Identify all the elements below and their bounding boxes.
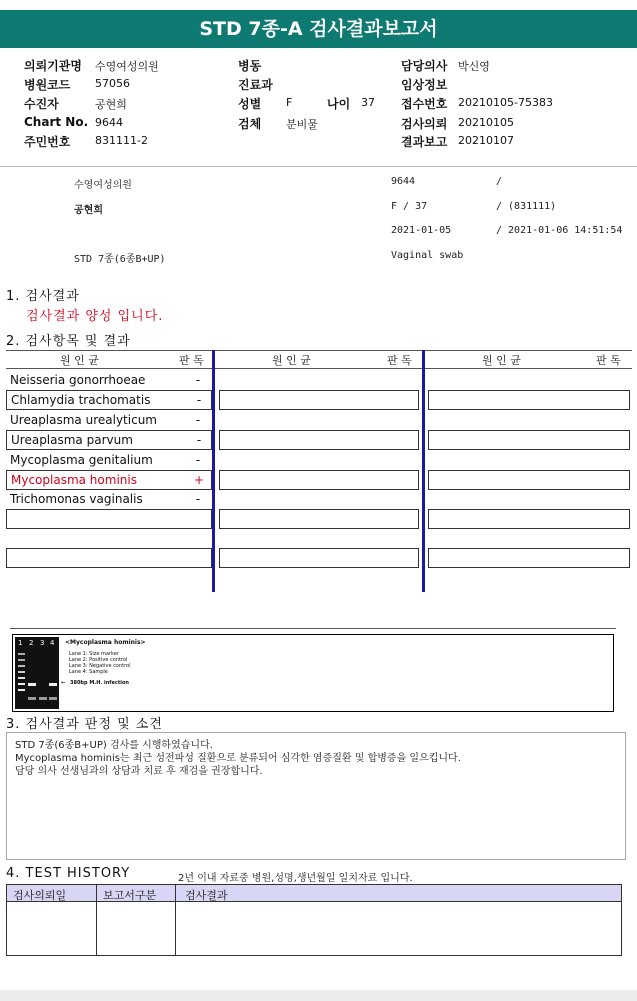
- report-title: STD 7종-A 검사결과보고서: [0, 10, 637, 48]
- result-row: [6, 411, 212, 429]
- organism-col-header-2: 원 인 균: [272, 354, 311, 367]
- organism-result: -: [195, 492, 201, 506]
- arrow-icon: ←: [61, 679, 67, 686]
- resident-value: 831111-2: [95, 134, 148, 147]
- receipt-label: 접수번호: [401, 97, 448, 111]
- report-value: 20210107: [458, 134, 514, 147]
- summary-institution: 수영여성의원: [74, 180, 132, 191]
- empty-row: [219, 509, 419, 529]
- result-col-header-3: 판 독: [596, 354, 621, 367]
- column-divider-2: [422, 350, 425, 592]
- sex-value: F: [286, 96, 293, 109]
- result-row: [6, 371, 212, 389]
- history-col-request-date: 검사의뢰일: [13, 889, 67, 902]
- empty-row: [428, 548, 630, 568]
- specimen-value: 분비물: [286, 118, 318, 131]
- summary-date1: 2021-01-05: [391, 225, 452, 236]
- section1-title: 1. 검사결과: [6, 289, 80, 304]
- remarks-text: [15, 739, 461, 778]
- gel-electrophoresis-image: [12, 634, 614, 712]
- remark-line: STD 7종(6종B+UP) 검사를 시행하였습니다.: [15, 740, 213, 751]
- summary-chart: 9644: [391, 176, 416, 187]
- request-label: 검사의뢰: [401, 117, 448, 131]
- summary-resident: / (831111): [496, 201, 557, 212]
- result-message: 검사결과 양성 입니다.: [26, 309, 164, 324]
- organism-name: Neisseria gonorrhoeae: [10, 373, 146, 387]
- ward-label: 병동: [238, 59, 262, 73]
- hospital-code-label: 병원코드: [24, 78, 71, 92]
- organism-name: Trichomonas vaginalis: [10, 492, 143, 506]
- history-note: 2년 이내 자료중 병원,성명,생년월일 일치자료 입니다.: [178, 873, 413, 884]
- history-table: [6, 884, 622, 956]
- organism-col-header-3: 원 인 균: [482, 354, 521, 367]
- organism-name: Ureaplasma parvum: [11, 433, 133, 447]
- result-row: [6, 451, 212, 469]
- organism-result: -: [195, 413, 201, 427]
- summary-specimen: Vaginal swab: [391, 250, 464, 261]
- lane-number: 2: [29, 639, 34, 647]
- organism-result: -: [195, 453, 201, 467]
- empty-row: [219, 470, 419, 490]
- chart-value: 9644: [95, 116, 123, 129]
- empty-row: [428, 390, 630, 410]
- divider: [10, 628, 616, 629]
- empty-row: [219, 430, 419, 450]
- section3-title: 3. 검사결과 판정 및 소견: [6, 717, 163, 732]
- result-row: [6, 430, 212, 450]
- summary-slash: /: [496, 176, 503, 187]
- request-value: 20210105: [458, 116, 514, 129]
- remark-line: Mycoplasma hominis는 최근 성전파성 질환으로 분류되어 심각한 염증질환 및 합병증을 일으킵니다.: [15, 753, 461, 764]
- organism-result: -: [196, 393, 202, 407]
- gel-legend-line: Lane 1: Size marker: [69, 651, 119, 657]
- age-label: 나이: [327, 97, 351, 111]
- institution-label: 의뢰기관명: [24, 59, 82, 73]
- gel-heading: <Mycoplasma hominis>: [65, 639, 146, 646]
- lane-number: 1: [18, 639, 23, 647]
- result-row: [6, 490, 212, 508]
- empty-row: [219, 548, 419, 568]
- results-table-header: [6, 350, 632, 369]
- institution-value: 수영여성의원: [95, 60, 159, 73]
- organism-name: Mycoplasma genitalium: [10, 453, 153, 467]
- organism-result: +: [193, 473, 205, 487]
- organism-result: -: [195, 373, 201, 387]
- summary-date2: / 2021-01-06 14:51:54: [496, 225, 623, 236]
- empty-row: [428, 470, 630, 490]
- history-table-header: [7, 885, 621, 902]
- specimen-label: 검체: [238, 117, 262, 131]
- patient-value: 공현희: [95, 98, 127, 111]
- resident-label: 주민번호: [24, 135, 71, 149]
- result-col-header-2: 판 독: [387, 354, 412, 367]
- organism-name: Mycoplasma hominis: [11, 473, 137, 487]
- empty-row: [6, 509, 212, 529]
- doctor-label: 담당의사: [401, 59, 448, 73]
- organism-name: Chlamydia trachomatis: [11, 393, 151, 407]
- section2-title: 2. 검사항목 및 결과: [6, 334, 131, 349]
- organism-result: -: [196, 433, 202, 447]
- empty-row: [219, 390, 419, 410]
- patient-label: 수진자: [24, 97, 59, 111]
- chart-label: Chart No.: [24, 115, 89, 129]
- column-divider: [175, 885, 176, 955]
- lane-number: 4: [50, 639, 55, 647]
- empty-row: [428, 430, 630, 450]
- history-col-result: 검사결과: [185, 889, 228, 902]
- lane-number: 3: [40, 639, 45, 647]
- column-divider: [96, 885, 97, 955]
- dept-label: 진료과: [238, 78, 273, 92]
- gel-legend-line: Lane 3: Negative control: [69, 663, 131, 669]
- result-row-positive: [6, 470, 212, 490]
- receipt-value: 20210105-75383: [458, 96, 553, 109]
- gel-image: [15, 637, 59, 709]
- section4-title: 4. TEST HISTORY: [6, 866, 131, 881]
- remarks-box: [6, 732, 626, 860]
- gel-legend-line: Lane 4: Sample: [69, 669, 108, 675]
- summary-sex-age: F / 37: [391, 201, 428, 212]
- result-row: [6, 390, 212, 410]
- sex-label: 성별: [238, 97, 262, 111]
- patient-info-panel: [0, 48, 637, 167]
- column-divider-1: [212, 350, 215, 592]
- result-col-header-1: 판 독: [179, 354, 204, 367]
- history-col-report-type: 보고서구분: [103, 889, 157, 902]
- clinical-label: 임상정보: [401, 78, 448, 92]
- gel-band-label: 380bp M.H. infection: [70, 680, 129, 686]
- organism-name: Ureaplasma urealyticum: [10, 413, 157, 427]
- empty-row: [428, 509, 630, 529]
- organism-col-header-1: 원 인 균: [60, 354, 99, 367]
- report-label: 결과보고: [401, 135, 448, 149]
- doctor-value: 박신영: [458, 60, 490, 73]
- remark-line: 담당 의사 선생님과의 상담과 치료 후 재검을 권장합니다.: [15, 766, 263, 777]
- hospital-code-value: 57056: [95, 77, 130, 90]
- summary-test-name: STD 7종(6종B+UP): [74, 254, 166, 265]
- age-value: 37: [361, 96, 375, 109]
- empty-row: [6, 548, 212, 568]
- gel-legend-line: Lane 2: Positive control: [69, 657, 128, 663]
- summary-patient: 공현희: [74, 205, 103, 216]
- footer-strip: [0, 990, 637, 1001]
